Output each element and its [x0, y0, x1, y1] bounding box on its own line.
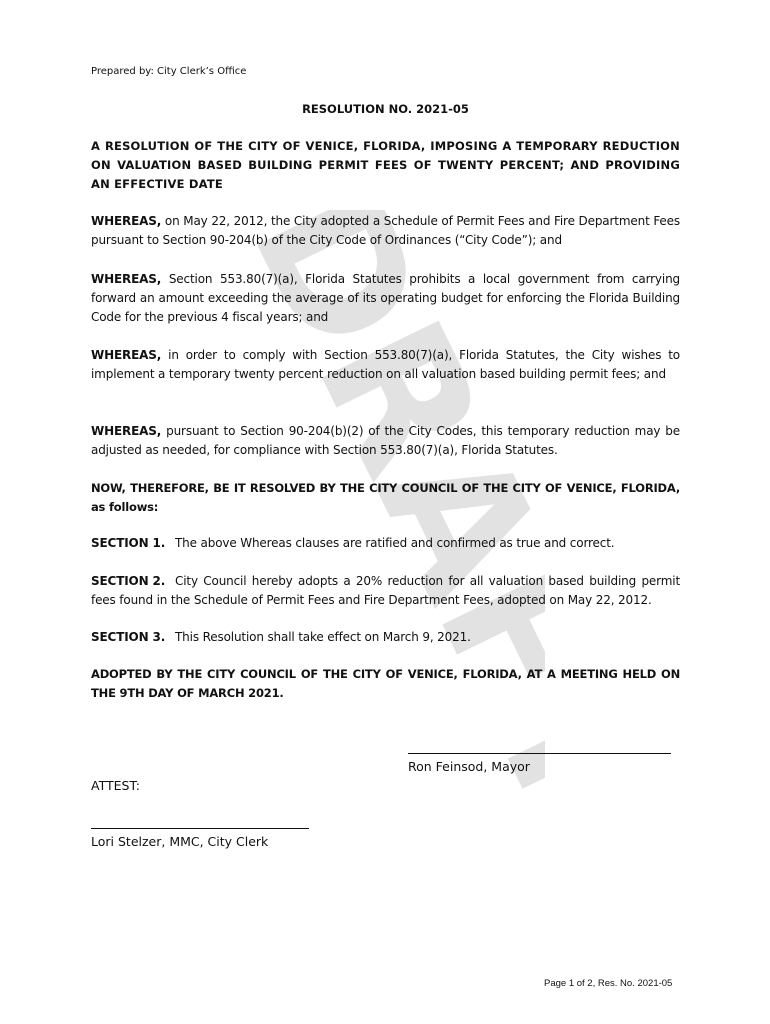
- resolution-number: RESOLUTION NO. 2021-05: [302, 102, 469, 116]
- whereas-text: Section 553.80(7)(a), Florida Statutes prohibits a local government from carrying forward an amount exceeding the average of its operating budget for enforcing the Florida Building Code for the previous 4 fiscal years; and: [91, 272, 680, 324]
- clerk-signature-line: [91, 828, 309, 829]
- resolution-title: A RESOLUTION OF THE CITY OF VENICE, FLORIDA, IMPOSING A TEMPORARY REDUCTION ON VALUATION BASED BUILDING PERMIT FEES OF TWENTY PERCENT; AND PROVIDING AN EFFECTIVE DATE: [91, 139, 680, 191]
- section-1: [91, 534, 680, 553]
- whereas-lead: WHEREAS,: [91, 348, 162, 362]
- section-3: [91, 628, 680, 647]
- whereas-text: in order to comply with Section 553.80(7)(a), Florida Statutes, the City wishes to implement a temporary twenty percent reduction on all valuation based building permit fees; and: [91, 348, 680, 381]
- whereas-clause-3: [91, 346, 680, 384]
- section-2: [91, 572, 680, 610]
- whereas-lead: WHEREAS,: [91, 272, 162, 286]
- whereas-clause-4: [91, 422, 680, 460]
- whereas-clause-1: [91, 212, 680, 250]
- page-footer: Page 1 of 2, Res. No. 2021-05: [544, 978, 673, 989]
- resolved-clause: NOW, THEREFORE, BE IT RESOLVED BY THE CITY COUNCIL OF THE CITY OF VENICE, FLORIDA, as follows:: [91, 481, 680, 514]
- section-text: The above Whereas clauses are ratified and confirmed as true and correct.: [175, 536, 615, 550]
- whereas-clause-2: [91, 270, 680, 327]
- whereas-text: on May 22, 2012, the City adopted a Schedule of Permit Fees and Fire Department Fees pursuant to Section 90-204(b) of the City Code of Ordinances (“City Code”); and: [91, 214, 680, 247]
- mayor-signature-line: [408, 753, 671, 754]
- section-label: SECTION 2.: [91, 574, 166, 588]
- section-label: SECTION 1.: [91, 536, 166, 550]
- draft-watermark-text: DRAFT: [212, 210, 545, 820]
- clerk-name: Lori Stelzer, MMC, City Clerk: [91, 834, 269, 849]
- section-text: This Resolution shall take effect on March 9, 2021.: [175, 630, 471, 644]
- whereas-lead: WHEREAS,: [91, 214, 162, 228]
- section-text: City Council hereby adopts a 20% reduction for all valuation based building permit fees found in the Schedule of Permit Fees and Fire Department Fees, adopted on May 22, 2012.: [91, 574, 680, 607]
- whereas-text: pursuant to Section 90-204(b)(2) of the City Codes, this temporary reduction may be adjusted as needed, for compliance with Section 553.80(7)(a), Florida Statutes.: [91, 424, 680, 457]
- adopted-statement: ADOPTED BY THE CITY COUNCIL OF THE CITY OF VENICE, FLORIDA, AT A MEETING HELD ON THE 9TH DAY OF MARCH 2021.: [91, 667, 680, 700]
- attest-label: ATTEST:: [91, 778, 140, 793]
- section-label: SECTION 3.: [91, 630, 166, 644]
- prepared-by: Prepared by: City Clerk’s Office: [91, 66, 247, 77]
- mayor-name: Ron Feinsod, Mayor: [408, 759, 530, 774]
- whereas-lead: WHEREAS,: [91, 424, 162, 438]
